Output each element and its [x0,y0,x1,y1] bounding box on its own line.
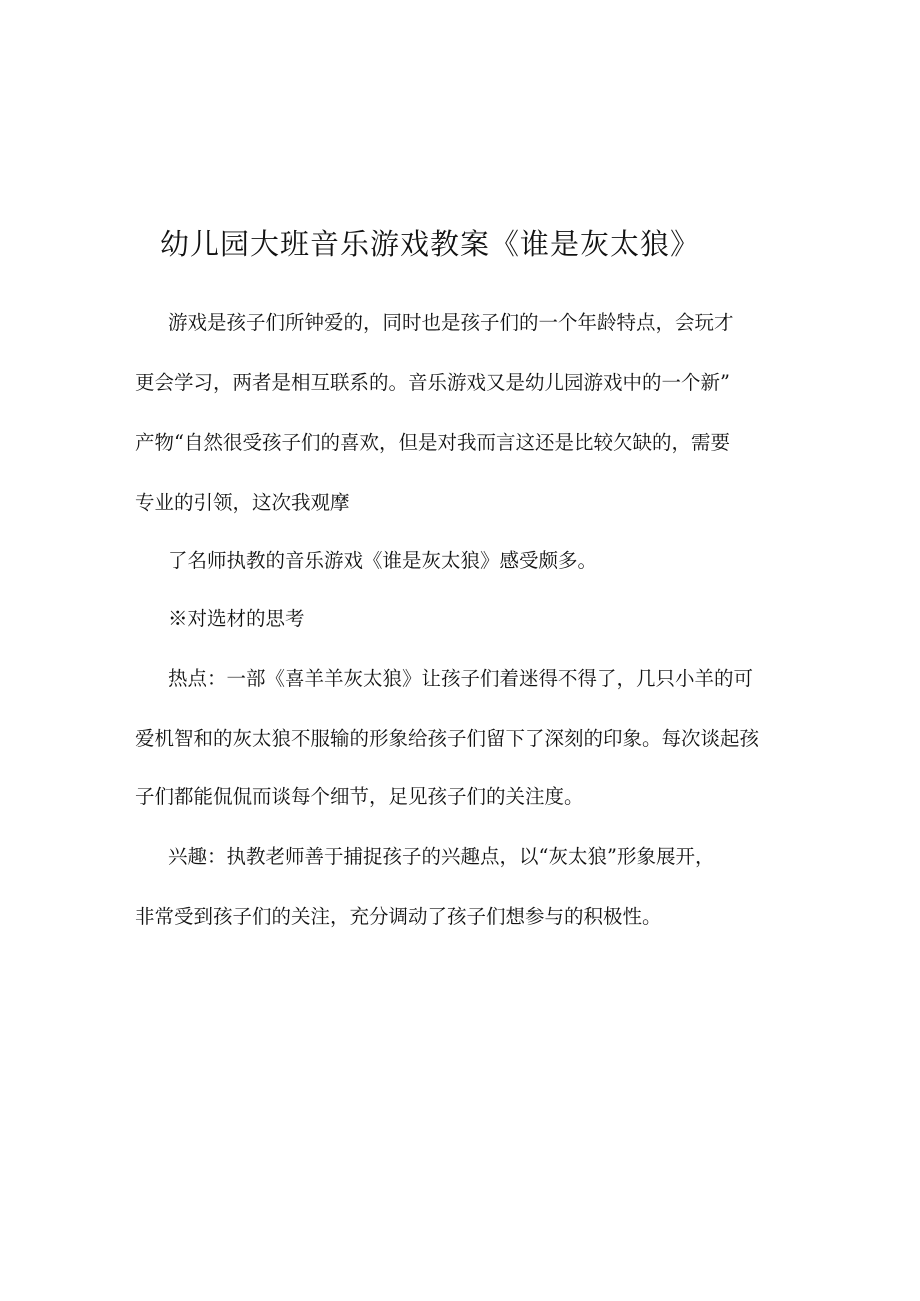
paragraph-line: 更会学习，两者是相互联系的。音乐游戏又是幼儿园游戏中的一个新” [135,371,730,394]
paragraph-line: 游戏是孩子们所钟爱的，同时也是孩子们的一个年龄特点，会玩才 [168,311,734,334]
paragraph-line: 爱机智和的灰太狼不服输的形象给孩子们留下了深刻的印象。每次谈起孩 [135,727,760,750]
paragraph-line: 兴趣：执教老师善于捕捉孩子的兴趣点，以“灰太狼”形象展开， [168,845,715,868]
section-heading: ※对选材的思考 [168,607,305,630]
paragraph-line: 产物“自然很受孩子们的喜欢，但是对我而言这还是比较欠缺的，需要 [135,431,730,454]
paragraph-line: 了名师执教的音乐游戏《谁是灰太狼》感受颇多。 [168,549,598,572]
paragraph-line: 子们都能侃侃而谈每个细节，足见孩子们的关注度。 [135,785,584,808]
paragraph-line: 专业的引领，这次我观摩 [135,491,350,514]
paragraph-line: 非常受到孩子们的关注，充分调动了孩子们想参与的积极性。 [135,905,662,928]
document-title: 幼儿园大班音乐游戏教案《谁是灰太狼》 [160,227,701,261]
paragraph-line: 热点：一部《喜羊羊灰太狼》让孩子们着迷得不得了，几只小羊的可 [168,667,754,690]
